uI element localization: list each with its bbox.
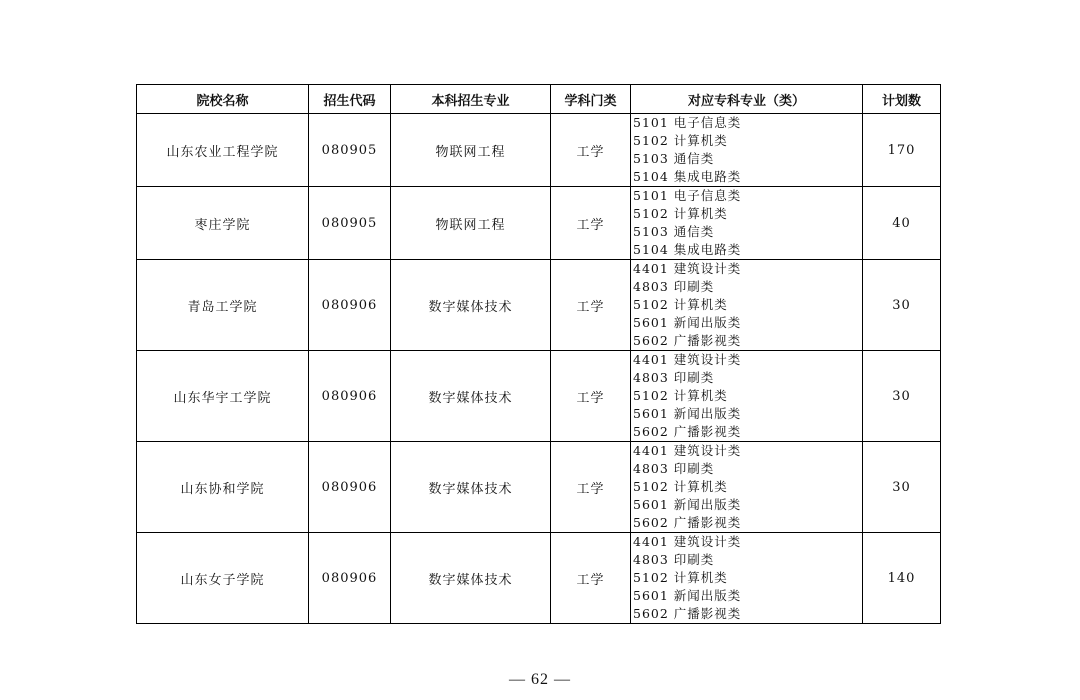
discipline-category-cell: 工学 (551, 114, 631, 187)
vocational-majors-cell (631, 442, 863, 533)
vocational-major-item: 4803 印刷类 (633, 461, 715, 476)
undergrad-major-cell: 数字媒体技术 (391, 260, 551, 351)
vocational-major-item: 5602 广播影视类 (633, 424, 742, 439)
vocational-major-item: 5101 电子信息类 (633, 188, 742, 203)
enrollment-code-cell: 080905 (309, 114, 391, 187)
school-name-cell: 山东华宇工学院 (137, 351, 309, 442)
vocational-major-item: 5601 新闻出版类 (633, 406, 742, 421)
enrollment-plan-table (136, 84, 941, 624)
table-row (137, 442, 941, 533)
vocational-major-item: 5602 广播影视类 (633, 606, 742, 621)
enrollment-plan-sheet (136, 84, 940, 624)
table-row (137, 351, 941, 442)
enrollment-code-cell: 080906 (309, 351, 391, 442)
vocational-major-item: 5102 计算机类 (633, 297, 728, 312)
discipline-category-cell: 工学 (551, 260, 631, 351)
vocational-major-item: 4401 建筑设计类 (633, 534, 742, 549)
vocational-major-item: 5101 电子信息类 (633, 115, 742, 130)
header-vocational-majors: 对应专科专业（类） (631, 85, 863, 114)
header-school-name: 院校名称 (137, 85, 309, 114)
page-number: — 62 — (509, 671, 571, 688)
vocational-majors-cell (631, 533, 863, 624)
undergrad-major-cell: 数字媒体技术 (391, 442, 551, 533)
undergrad-major-cell: 数字媒体技术 (391, 351, 551, 442)
undergrad-major-cell: 物联网工程 (391, 187, 551, 260)
table-header-row (137, 85, 941, 114)
vocational-major-item: 4803 印刷类 (633, 370, 715, 385)
discipline-category-cell: 工学 (551, 533, 631, 624)
plan-count-cell: 40 (863, 187, 941, 260)
vocational-major-item: 5102 计算机类 (633, 133, 728, 148)
plan-count-cell: 30 (863, 260, 941, 351)
discipline-category-cell: 工学 (551, 442, 631, 533)
vocational-major-item: 5602 广播影视类 (633, 515, 742, 530)
vocational-major-item: 5104 集成电路类 (633, 169, 742, 184)
vocational-majors-cell (631, 351, 863, 442)
vocational-major-item: 5102 计算机类 (633, 388, 728, 403)
vocational-majors-cell (631, 187, 863, 260)
vocational-major-item: 5601 新闻出版类 (633, 315, 742, 330)
school-name-cell: 山东协和学院 (137, 442, 309, 533)
vocational-major-item: 4401 建筑设计类 (633, 352, 742, 367)
vocational-major-item: 5601 新闻出版类 (633, 588, 742, 603)
header-undergrad-major: 本科招生专业 (391, 85, 551, 114)
enrollment-code-cell: 080906 (309, 442, 391, 533)
school-name-cell: 枣庄学院 (137, 187, 309, 260)
table-row (137, 533, 941, 624)
school-name-cell: 山东农业工程学院 (137, 114, 309, 187)
table-row (137, 114, 941, 187)
undergrad-major-cell: 物联网工程 (391, 114, 551, 187)
vocational-major-item: 4803 印刷类 (633, 279, 715, 294)
header-plan-count: 计划数 (863, 85, 941, 114)
vocational-major-item: 5102 计算机类 (633, 206, 728, 221)
vocational-major-item: 5103 通信类 (633, 151, 715, 166)
header-enrollment-code: 招生代码 (309, 85, 391, 114)
plan-count-cell: 30 (863, 442, 941, 533)
vocational-majors-cell (631, 260, 863, 351)
enrollment-code-cell: 080905 (309, 187, 391, 260)
vocational-major-item: 5601 新闻出版类 (633, 497, 742, 512)
header-discipline-category: 学科门类 (551, 85, 631, 114)
plan-count-cell: 30 (863, 351, 941, 442)
plan-count-cell: 170 (863, 114, 941, 187)
enrollment-code-cell: 080906 (309, 260, 391, 351)
school-name-cell: 山东女子学院 (137, 533, 309, 624)
school-name-cell: 青岛工学院 (137, 260, 309, 351)
vocational-major-item: 5102 计算机类 (633, 570, 728, 585)
vocational-major-item: 5602 广播影视类 (633, 333, 742, 348)
undergrad-major-cell: 数字媒体技术 (391, 533, 551, 624)
vocational-major-item: 5102 计算机类 (633, 479, 728, 494)
discipline-category-cell: 工学 (551, 351, 631, 442)
discipline-category-cell: 工学 (551, 187, 631, 260)
vocational-major-item: 4401 建筑设计类 (633, 261, 742, 276)
vocational-major-item: 4401 建筑设计类 (633, 443, 742, 458)
vocational-major-item: 5104 集成电路类 (633, 242, 742, 257)
plan-count-cell: 140 (863, 533, 941, 624)
table-row (137, 260, 941, 351)
table-row (137, 187, 941, 260)
vocational-major-item: 4803 印刷类 (633, 552, 715, 567)
vocational-majors-cell (631, 114, 863, 187)
vocational-major-item: 5103 通信类 (633, 224, 715, 239)
enrollment-code-cell: 080906 (309, 533, 391, 624)
